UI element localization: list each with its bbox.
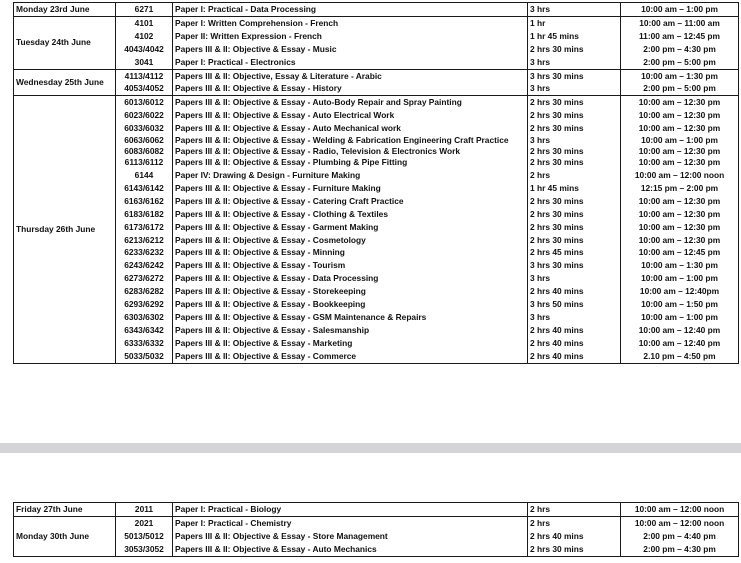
paper-time: 10:00 am – 1:00 pm: [621, 3, 739, 17]
paper-code: 6243/6242: [116, 259, 173, 272]
paper-code: 2021: [116, 516, 173, 529]
paper-time: 10:00 am – 12:40 pm: [621, 324, 739, 337]
paper-duration: 2 hrs 40 mins: [528, 530, 621, 543]
table-row: [14, 182, 739, 195]
paper-duration: 2 hrs 30 mins: [528, 43, 621, 56]
paper-subject: Papers III & II: Objective & Essay - Cosmetology: [173, 234, 528, 247]
paper-subject: Papers III & II: Objective & Essay - Auto Electrical Work: [173, 109, 528, 122]
paper-subject: Paper IV: Drawing & Design - Furniture Making: [173, 169, 528, 182]
paper-code: 6293/6292: [116, 298, 173, 311]
table-row: [14, 516, 739, 529]
paper-time: 10:00 am – 12:40 pm: [621, 337, 739, 350]
paper-code: 4043/4042: [116, 43, 173, 56]
paper-time: 2.10 pm – 4:50 pm: [621, 350, 739, 363]
paper-duration: 2 hrs: [528, 516, 621, 529]
paper-time: 12:15 pm – 2:00 pm: [621, 182, 739, 195]
paper-subject: Papers III & II: Objective & Essay - Auto Mechanical work: [173, 122, 528, 135]
table-row: [14, 259, 739, 272]
paper-time: 10:00 am – 1:30 pm: [621, 259, 739, 272]
paper-code: 6273/6272: [116, 272, 173, 285]
table-row: [14, 69, 739, 82]
paper-subject: Papers III & II: Objective & Essay - Music: [173, 43, 528, 56]
table-row: [14, 543, 739, 556]
paper-duration: 1 hr 45 mins: [528, 30, 621, 43]
paper-duration: 2 hrs 30 mins: [528, 109, 621, 122]
paper-code: 6163/6162: [116, 195, 173, 208]
paper-duration: 2 hrs 40 mins: [528, 324, 621, 337]
paper-code: 6143/6142: [116, 182, 173, 195]
paper-subject: Papers III & II: Objective & Essay - Tourism: [173, 259, 528, 272]
paper-code: 6333/6332: [116, 337, 173, 350]
paper-duration: 2 hrs: [528, 503, 621, 517]
paper-subject: Papers III & II: Objective & Essay - Plumbing & Pipe Fitting: [173, 156, 528, 169]
paper-code: 6144: [116, 169, 173, 182]
paper-code: 4101: [116, 16, 173, 29]
paper-code: 2011: [116, 503, 173, 517]
paper-subject: Papers III & II: Objective & Essay - Minning: [173, 246, 528, 259]
paper-code: 6063/6062: [116, 135, 173, 146]
exam-timetable-page-2: [13, 502, 739, 557]
paper-code: 6233/6232: [116, 246, 173, 259]
paper-subject: Papers III & II: Objective, Essay & Literature - Arabic: [173, 69, 528, 82]
paper-subject: Papers III & II: Objective & Essay - Marketing: [173, 337, 528, 350]
paper-code: 6023/6022: [116, 109, 173, 122]
paper-duration: 2 hrs 30 mins: [528, 221, 621, 234]
paper-code: 6083/6082: [116, 146, 173, 157]
paper-duration: 2 hrs 30 mins: [528, 234, 621, 247]
exam-date: Monday 23rd June: [14, 3, 116, 17]
paper-time: 10:00 am – 12:30 pm: [621, 221, 739, 234]
exam-date: Wednesday 25th June: [14, 69, 116, 96]
paper-duration: 2 hrs 30 mins: [528, 96, 621, 109]
table-row: [14, 82, 739, 95]
paper-duration: 2 hrs 45 mins: [528, 246, 621, 259]
paper-time: 10:00 am – 12:00 noon: [621, 516, 739, 529]
paper-time: 2:00 pm – 5:00 pm: [621, 82, 739, 95]
table-row: [14, 285, 739, 298]
paper-duration: 2 hrs 30 mins: [528, 122, 621, 135]
table-row: [14, 530, 739, 543]
paper-code: 6173/6172: [116, 221, 173, 234]
table-row: [14, 272, 739, 285]
paper-subject: Paper II: Written Expression - French: [173, 30, 528, 43]
paper-time: 10:00 am – 12:30 pm: [621, 156, 739, 169]
paper-time: 10:00 am – 12:30 pm: [621, 195, 739, 208]
paper-duration: 3 hrs: [528, 272, 621, 285]
paper-time: 2:00 pm – 4:30 pm: [621, 43, 739, 56]
paper-time: 2:00 pm – 4:30 pm: [621, 543, 739, 556]
exam-date: Friday 27th June: [14, 503, 116, 517]
exam-date: Monday 30th June: [14, 516, 116, 556]
paper-time: 2:00 pm – 5:00 pm: [621, 56, 739, 69]
paper-time: 10:00 am – 12:30 pm: [621, 96, 739, 109]
table-row: [14, 234, 739, 247]
paper-time: 10:00 am – 12:00 noon: [621, 503, 739, 517]
paper-subject: Papers III & II: Objective & Essay - Clothing & Textiles: [173, 208, 528, 221]
paper-duration: 3 hrs: [528, 56, 621, 69]
paper-subject: Papers III & II: Objective & Essay - Bookkeeping: [173, 298, 528, 311]
paper-code: 6013/6012: [116, 96, 173, 109]
document-page-2: [0, 453, 741, 563]
table-row: [14, 324, 739, 337]
paper-code: 6113/6112: [116, 156, 173, 169]
table-row: [14, 208, 739, 221]
paper-time: 10:00 am – 12:30 pm: [621, 208, 739, 221]
paper-code: 6033/6032: [116, 122, 173, 135]
paper-subject: Papers III & II: Objective & Essay - Welding & Fabrication Engineering Craft Practice: [173, 135, 528, 146]
table-row: [14, 156, 739, 169]
paper-subject: Paper I: Practical - Biology: [173, 503, 528, 517]
paper-duration: 1 hr 45 mins: [528, 182, 621, 195]
table-row: [14, 350, 739, 363]
paper-duration: 3 hrs 30 mins: [528, 69, 621, 82]
paper-subject: Papers III & II: Objective & Essay - Store Management: [173, 530, 528, 543]
table-row: [14, 30, 739, 43]
paper-code: 4102: [116, 30, 173, 43]
paper-subject: Papers III & II: Objective & Essay - Data Processing: [173, 272, 528, 285]
exam-date: Thursday 26th June: [14, 96, 116, 363]
paper-duration: 2 hrs 30 mins: [528, 146, 621, 157]
paper-duration: 2 hrs 40 mins: [528, 285, 621, 298]
table-row: [14, 43, 739, 56]
paper-subject: Papers III & II: Objective & Essay - Salesmanship: [173, 324, 528, 337]
paper-time: 10:00 am – 12:30 pm: [621, 146, 739, 157]
paper-code: 4113/4112: [116, 69, 173, 82]
table-row: [14, 503, 739, 517]
table-row: [14, 122, 739, 135]
paper-duration: 3 hrs: [528, 135, 621, 146]
table-row: [14, 311, 739, 324]
paper-time: 10:00 am – 1:30 pm: [621, 69, 739, 82]
paper-code: 3053/3052: [116, 543, 173, 556]
paper-duration: 2 hrs 40 mins: [528, 350, 621, 363]
paper-time: 11:00 am – 12:45 pm: [621, 30, 739, 43]
paper-code: 6303/6302: [116, 311, 173, 324]
paper-code: 6343/6342: [116, 324, 173, 337]
table-row: [14, 221, 739, 234]
paper-subject: Papers III & II: Objective & Essay - History: [173, 82, 528, 95]
paper-subject: Papers III & II: Objective & Essay - Garment Making: [173, 221, 528, 234]
paper-duration: 3 hrs 30 mins: [528, 259, 621, 272]
table-row: [14, 96, 739, 109]
paper-code: 3041: [116, 56, 173, 69]
paper-time: 10:00 am – 12:30 pm: [621, 122, 739, 135]
paper-duration: 3 hrs 50 mins: [528, 298, 621, 311]
paper-code: 5033/5032: [116, 350, 173, 363]
table-row: [14, 135, 739, 146]
paper-time: 10:00 am – 12:30 pm: [621, 109, 739, 122]
paper-duration: 2 hrs 30 mins: [528, 208, 621, 221]
paper-subject: Papers III & II: Objective & Essay - Catering Craft Practice: [173, 195, 528, 208]
table-row: [14, 169, 739, 182]
table-row: [14, 3, 739, 17]
table-row: [14, 16, 739, 29]
paper-time: 10:00 am – 12:45 pm: [621, 246, 739, 259]
paper-subject: Paper I: Practical - Data Processing: [173, 3, 528, 17]
paper-code: 6183/6182: [116, 208, 173, 221]
paper-duration: 2 hrs 30 mins: [528, 156, 621, 169]
paper-time: 10:00 am – 1:00 pm: [621, 135, 739, 146]
paper-duration: 3 hrs: [528, 82, 621, 95]
paper-time: 10:00 am – 12:00 noon: [621, 169, 739, 182]
paper-time: 2:00 pm – 4:40 pm: [621, 530, 739, 543]
paper-time: 10:00 am – 1:50 pm: [621, 298, 739, 311]
paper-subject: Paper I: Written Comprehension - French: [173, 16, 528, 29]
paper-code: 6283/6282: [116, 285, 173, 298]
paper-code: 6213/6212: [116, 234, 173, 247]
paper-duration: 3 hrs: [528, 3, 621, 17]
paper-time: 10:00 am – 11:00 am: [621, 16, 739, 29]
paper-subject: Paper I: Practical - Electronics: [173, 56, 528, 69]
paper-duration: 2 hrs 30 mins: [528, 195, 621, 208]
paper-subject: Papers III & II: Objective & Essay - Commerce: [173, 350, 528, 363]
paper-time: 10:00 am – 12:40pm: [621, 285, 739, 298]
paper-time: 10:00 am – 1:00 pm: [621, 311, 739, 324]
exam-timetable-page-1: [13, 2, 739, 364]
paper-duration: 1 hr: [528, 16, 621, 29]
exam-date: Tuesday 24th June: [14, 16, 116, 69]
paper-duration: 2 hrs: [528, 169, 621, 182]
paper-subject: Papers III & II: Objective & Essay - Radio, Television & Electronics Work: [173, 146, 528, 157]
table-row: [14, 246, 739, 259]
table-row: [14, 195, 739, 208]
paper-duration: 2 hrs 30 mins: [528, 543, 621, 556]
paper-subject: Papers III & II: Objective & Essay - Storekeeping: [173, 285, 528, 298]
paper-subject: Papers III & II: Objective & Essay - Auto Mechanics: [173, 543, 528, 556]
table-row: [14, 298, 739, 311]
paper-time: 10:00 am – 12:30 pm: [621, 234, 739, 247]
table-row: [14, 56, 739, 69]
paper-code: 6271: [116, 3, 173, 17]
paper-time: 10:00 am – 1:00 pm: [621, 272, 739, 285]
paper-subject: Paper I: Practical - Chemistry: [173, 516, 528, 529]
table-row: [14, 146, 739, 157]
paper-code: 5013/5012: [116, 530, 173, 543]
paper-duration: 3 hrs: [528, 311, 621, 324]
paper-subject: Papers III & II: Objective & Essay - GSM Maintenance & Repairs: [173, 311, 528, 324]
table-row: [14, 337, 739, 350]
table-row: [14, 109, 739, 122]
paper-duration: 2 hrs 40 mins: [528, 337, 621, 350]
paper-code: 4053/4052: [116, 82, 173, 95]
paper-subject: Papers III & II: Objective & Essay - Auto-Body Repair and Spray Painting: [173, 96, 528, 109]
paper-subject: Papers III & II: Objective & Essay - Furniture Making: [173, 182, 528, 195]
